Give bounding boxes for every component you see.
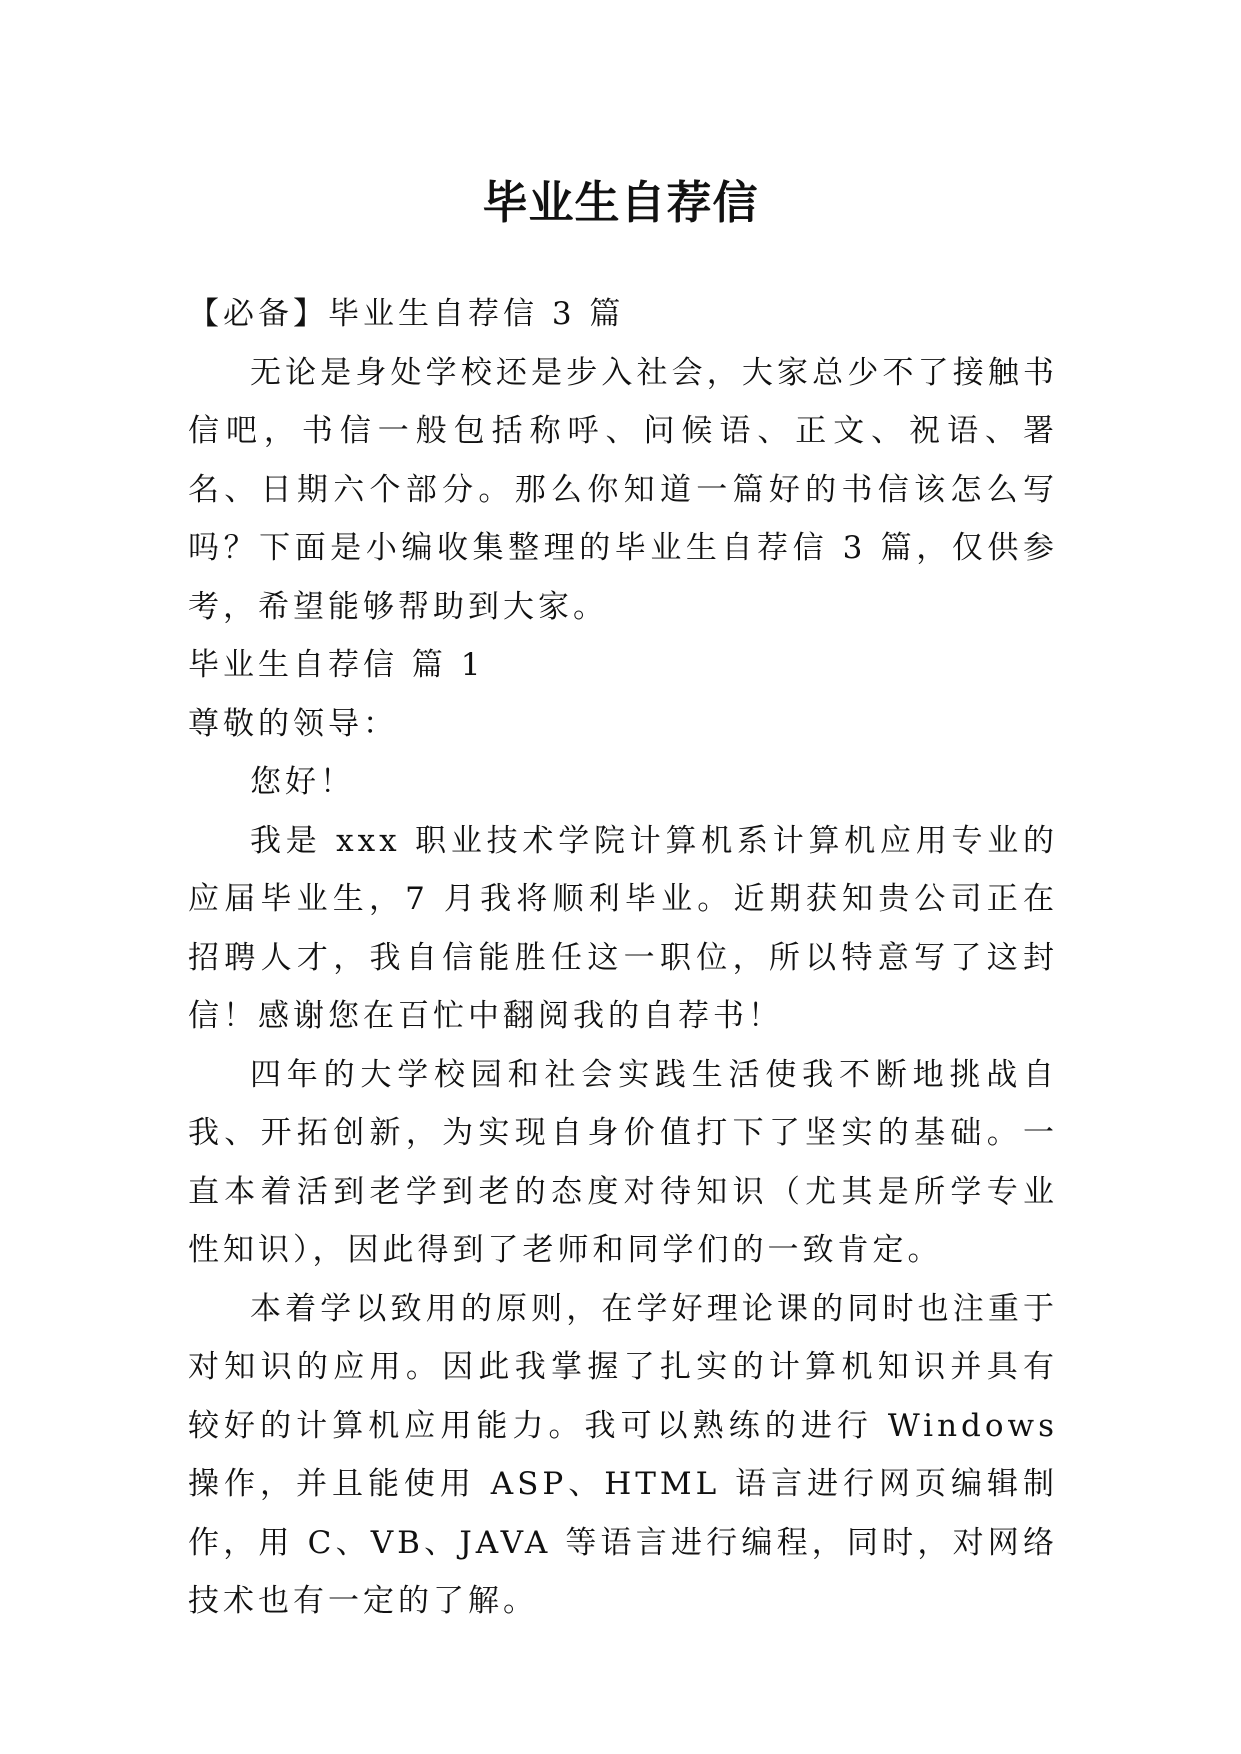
body-paragraph-3: 本着学以致用的原则，在学好理论课的同时也注重于对知识的应用。因此我掌握了扎实的计算机知识并具有较好的计算机应用能力。我可以熟练的进行 Windows 操作，并且能使用 ASP、HTML 语言进行网页编辑制作，用 C、VB、JAVA 等语言进行编程，同时，对网络技术也有一定的了解。 [188,1290,1058,1619]
salutation-line: 尊敬的领导： [188,705,398,742]
document-body [188,285,1058,1631]
body-paragraph-1: 我是 xxx 职业技术学院计算机系计算机应用专业的应届毕业生，7 月我将顺利毕业。近期获知贵公司正在招聘人才，我自信能胜任这一职位，所以特意写了这封信！感谢您在百忙中翻阅我的自荐书！ [188,822,1058,1034]
subtitle-line: 【必备】毕业生自荐信 3 篇 [188,296,625,332]
body-paragraph-2: 四年的大学校园和社会实践生活使我不断地挑战自我、开拓创新，为实现自身价值打下了坚实的基础。一直本着活到老学到老的态度对待知识（尤其是所学专业性知识），因此得到了老师和同学们的一致肯定。 [188,1056,1058,1268]
intro-paragraph: 无论是身处学校还是步入社会，大家总少不了接触书信吧，书信一般包括称呼、问候语、正文、祝语、署名、日期六个部分。那么你知道一篇好的书信该怎么写吗？下面是小编收集整理的毕业生自荐信 3 篇，仅供参考，希望能够帮助到大家。 [188,354,1058,625]
section-heading: 毕业生自荐信 篇 1 [188,647,485,683]
document-title: 毕业生自荐信 [482,176,759,230]
greeting-line: 您好！ [250,764,355,800]
